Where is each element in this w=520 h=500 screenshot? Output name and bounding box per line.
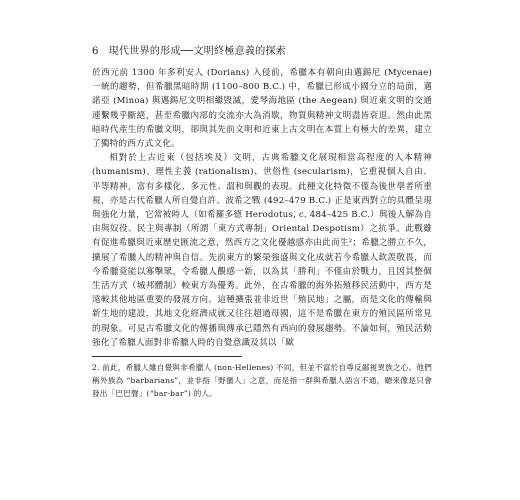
paragraph-2: 相對於上古近東（包括埃及）文明，古典希臘文化展現相當高程度的人本精神 (humanism)、理性主義 (rationalism)、世俗性 (secularism)，它重視個人自由、平等精神，富有多樣化、多元性、溫和與觀的表現。此種文化特徵不僅為後世學者所重視，亦是古代希臘人所自覺自許。波希之戰 (492–479 B.C.) 正是東西對立的具體呈現與強化力量，它常被時人（如希羅多德 Herodotus, c. 484–425 B.C.）與後人解為自由與奴役、民主與專制（所謂「東方式專制」Oriental Despotism）之抗爭。此戰雖有促進希臘與近東歷史匯流之意，然西方之文化優越感亦由此而生²；希臘之勝立不久，擴展了希臘人的精神與自信。先前東方的繁榮強盛與文化成就若今希臘人欽羨敬畏，而今希臘竟能以寡擊眾，令希臘人觀感一新，以為其「勝利」不僅由於戰力，且因其整個生活方式（城邦體制）較東方為優秀。此外，在古希臘的海外拓殖移民活動中，西方是遠較其他地區重要的發展方向。這種擴張並非近世「殖民地」之屬，而是文化的傳輸與新生地的建設，其地文化經濟成就又往往超過母國，這不是希臘在東方的殖民區所常見的現象。可見古希臘文化的傳播與傳承已隱然有西向的發展趨勢。不論如何，殖民活動強化了希臘人面對非希臘人時的自覺意識及其以「歐: [92, 153, 432, 348]
page-number: 6: [92, 46, 99, 57]
footnote-rule: [92, 356, 242, 357]
chapter-title: 現代世界的形成──文明終極意義的探索: [108, 46, 287, 57]
book-page: [92, 42, 432, 408]
footnote: 2. 前此，希臘人雖自覺與非希臘人 (non-Hellenes) 不同，但並不富於自尊反鄙視異族之心。他們稱外族為 “barbarians”，並非指「野蠻人」之意，而是指一群與希臘人語言不通，聽來像是只會發出「巴巴聲」(“bar-bar”) 的人。: [92, 363, 432, 399]
body-text: [92, 66, 432, 350]
running-head: [92, 42, 432, 56]
paragraph-1: 於西元前 1300 年多利安人 (Dorians) 入侵前，希臘本有朝向由邁錫尼 (Mycenae) 一統的趨勢，但希臘黑暗時期 (1100–800 B.C.) 中，希臘已形成小國分立的局面，邁諾亞 (Minoa) 與邁錫尼文明相繼毀滅，愛琴海地區 (the Aegean) 與近東文明的交通連繫幾乎斷絕，甚至希臘內部的交流亦大為消歇，物質與精神文明盡皆衰退。然由此黑暗時代產生的希臘文明，卻與其先前文明和近東上古文明在本質上有極大的差異，建立了獨特的西方式文化。: [92, 68, 432, 150]
